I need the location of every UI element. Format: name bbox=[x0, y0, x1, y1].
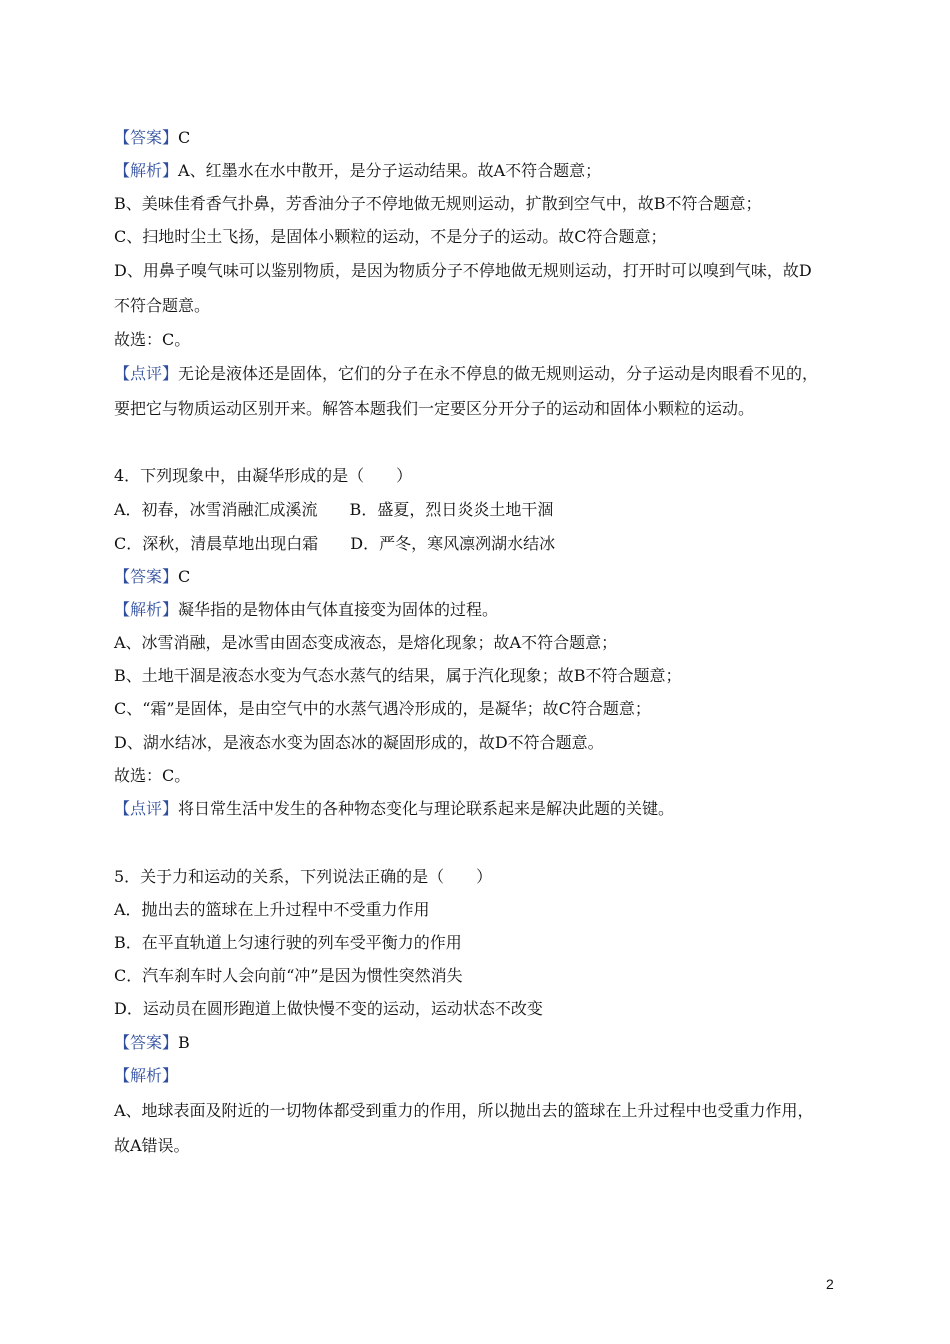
q3-analysis-b: B、美味佳肴香气扑鼻，芳香油分子不停地做无规则运动，扩散到空气中，故B不符合题意； bbox=[114, 194, 762, 213]
q4-analysis-b: B、土地干涸是液态水变为气态水蒸气的结果，属于汽化现象；故B不符合题意； bbox=[114, 666, 682, 685]
q5-option-d: D．运动员在圆形跑道上做快慢不变的运动，运动状态不改变 bbox=[114, 999, 543, 1018]
analysis-tag: 【解析】 bbox=[114, 161, 179, 180]
q5-option-b: B．在平直轨道上匀速行驶的列车受平衡力的作用 bbox=[114, 933, 462, 952]
q4-answer-line bbox=[114, 567, 190, 587]
q5-analysis-a1: A、地球表面及附近的一切物体都受到重力的作用，所以抛出去的篮球在上升过程中也受重力作用， bbox=[114, 1101, 814, 1120]
page-number: 2 bbox=[826, 1276, 834, 1292]
answer-value: C bbox=[178, 128, 191, 147]
answer-tag: 【答案】 bbox=[114, 1033, 179, 1052]
comment-text: 无论是液体还是固体，它们的分子在永不停息的做无规则运动，分子运动是肉眼看不见的， bbox=[178, 364, 819, 383]
answer-value: B bbox=[178, 1033, 190, 1052]
q5-option-a: A．抛出去的篮球在上升过程中不受重力作用 bbox=[114, 900, 430, 919]
q5-question: 5．关于力和运动的关系，下列说法正确的是（ ） bbox=[114, 867, 493, 886]
answer-tag: 【答案】 bbox=[114, 567, 179, 586]
q3-choose: 故选：C。 bbox=[114, 330, 191, 349]
q4-analysis-c: C、“霜”是固体，是由空气中的水蒸气遇冷形成的，是凝华；故C符合题意； bbox=[114, 699, 651, 718]
q4-options-cd: C．深秋，清晨草地出现白霜 D．严冬，寒风凛冽湖水结冰 bbox=[114, 534, 556, 553]
q4-question: 4．下列现象中，由凝华形成的是（ ） bbox=[114, 466, 413, 485]
q4-analysis-a: A、冰雪消融，是冰雪由固态变成液态，是熔化现象；故A不符合题意； bbox=[114, 633, 618, 652]
q5-analysis-a2: 故A错误。 bbox=[114, 1136, 190, 1155]
q5-answer-line bbox=[114, 1033, 190, 1053]
analysis-text: 凝华指的是物体由气体直接变为固体的过程。 bbox=[178, 600, 499, 619]
q3-comment-line bbox=[114, 364, 818, 384]
q3-analysis-c: C、扫地时尘土飞扬，是固体小颗粒的运动，不是分子的运动。故C符合题意； bbox=[114, 227, 667, 246]
q5-analysis-tag-line bbox=[114, 1066, 178, 1086]
q3-analysis-d1: D、用鼻子嗅气味可以鉴别物质，是因为物质分子不停地做无规则运动，打开时可以嗅到气味，故D bbox=[114, 261, 812, 280]
q3-analysis-line bbox=[114, 161, 601, 181]
q3-comment-line-2: 要把它与物质运动区别开来。解答本题我们一定要区分开分子的运动和固体小颗粒的运动。 bbox=[114, 399, 755, 418]
comment-tag: 【点评】 bbox=[114, 799, 179, 818]
q4-comment-line bbox=[114, 799, 674, 819]
q3-analysis-d2: 不符合题意。 bbox=[114, 296, 211, 315]
q5-option-c: C．汽车刹车时人会向前“冲”是因为惯性突然消失 bbox=[114, 966, 463, 985]
q4-analysis-line bbox=[114, 600, 498, 620]
answer-value: C bbox=[178, 567, 191, 586]
q4-analysis-d: D、湖水结冰，是液态水变为固态冰的凝固形成的，故D不符合题意。 bbox=[114, 733, 604, 752]
analysis-text: A、红墨水在水中散开，是分子运动结果。故A不符合题意； bbox=[178, 161, 602, 180]
q4-choose: 故选：C。 bbox=[114, 766, 191, 785]
comment-text: 将日常生活中发生的各种物态变化与理论联系起来是解决此题的关键。 bbox=[178, 799, 675, 818]
q4-options-ab: A．初春，冰雪消融汇成溪流 B．盛夏，烈日炎炎土地干涸 bbox=[114, 500, 554, 519]
q3-answer-line bbox=[114, 128, 190, 148]
analysis-tag: 【解析】 bbox=[114, 600, 179, 619]
comment-tag: 【点评】 bbox=[114, 364, 179, 383]
analysis-tag: 【解析】 bbox=[114, 1066, 179, 1085]
answer-tag: 【答案】 bbox=[114, 128, 179, 147]
